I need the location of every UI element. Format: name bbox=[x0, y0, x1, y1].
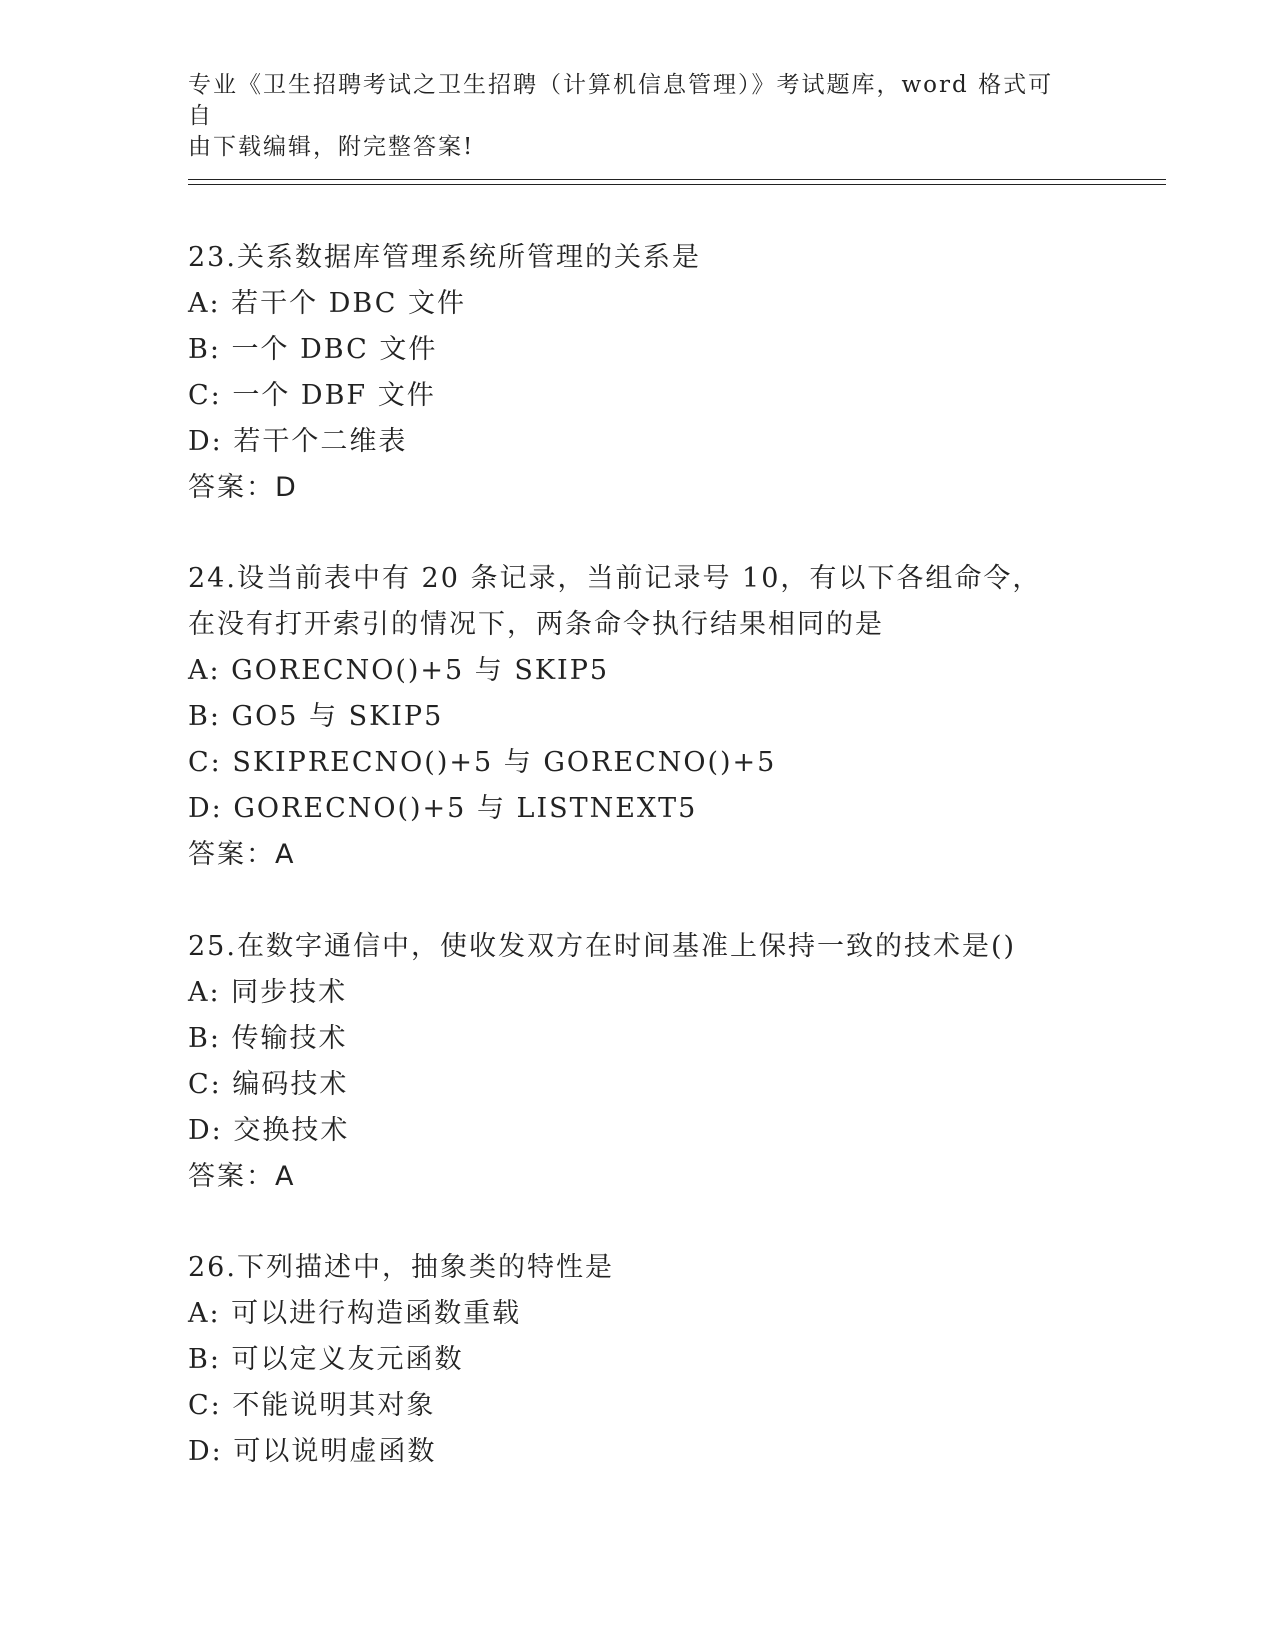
option-c: C: 一个 DBF 文件 bbox=[188, 380, 436, 411]
question-text: 25.在数字通信中，使收发双方在时间基准上保持一致的技术是() bbox=[188, 931, 1017, 962]
question-23 bbox=[188, 235, 1088, 511]
option-b: B: 可以定义友元函数 bbox=[188, 1344, 464, 1375]
answer: 答案：D bbox=[188, 472, 298, 503]
header-line-2: 由下载编辑，附完整答案! bbox=[188, 134, 475, 160]
option-c: C: SKIPRECNO()+5 与 GORECNO()+5 bbox=[188, 747, 777, 778]
option-a: A: GORECNO()+5 与 SKIP5 bbox=[188, 655, 610, 686]
option-a: A: 同步技术 bbox=[188, 977, 348, 1008]
option-c: C: 编码技术 bbox=[188, 1069, 349, 1100]
option-d: D: 若干个二维表 bbox=[188, 426, 408, 457]
header-divider-top bbox=[188, 179, 1166, 180]
option-d: D: 可以说明虚函数 bbox=[188, 1436, 437, 1467]
question-26 bbox=[188, 1245, 1088, 1475]
question-24 bbox=[188, 556, 1048, 878]
document-header bbox=[188, 70, 1068, 163]
header-line-1: 专业《卫生招聘考试之卫生招聘（计算机信息管理）》考试题库，word 格式可自 bbox=[188, 72, 1054, 129]
option-b: B: 传输技术 bbox=[188, 1023, 348, 1054]
question-25 bbox=[188, 924, 1088, 1200]
question-text: 26.下列描述中，抽象类的特性是 bbox=[188, 1252, 614, 1283]
question-text: 23.关系数据库管理系统所管理的关系是 bbox=[188, 242, 701, 273]
option-c: C: 不能说明其对象 bbox=[188, 1390, 436, 1421]
question-text: 24.设当前表中有 20 条记录，当前记录号 10，有以下各组命令，在没有打开索引的情况下，两条命令执行结果相同的是 bbox=[188, 563, 1042, 640]
option-b: B: GO5 与 SKIP5 bbox=[188, 701, 444, 732]
option-a: A: 可以进行构造函数重载 bbox=[188, 1298, 522, 1329]
answer: 答案：A bbox=[188, 839, 296, 870]
option-b: B: 一个 DBC 文件 bbox=[188, 334, 438, 365]
option-d: D: 交换技术 bbox=[188, 1115, 350, 1146]
option-a: A: 若干个 DBC 文件 bbox=[188, 288, 466, 319]
option-d: D: GORECNO()+5 与 LISTNEXT5 bbox=[188, 793, 698, 824]
answer: 答案：A bbox=[188, 1161, 296, 1192]
header-divider-bottom bbox=[188, 184, 1166, 185]
